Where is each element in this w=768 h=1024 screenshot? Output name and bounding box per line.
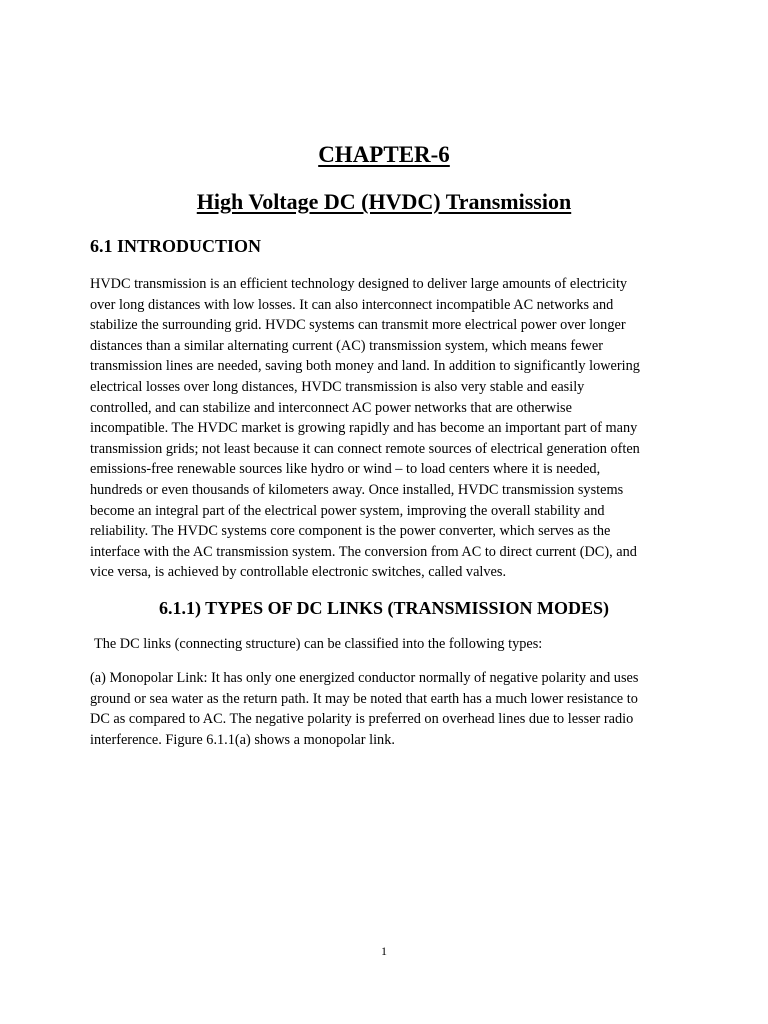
introduction-paragraph	[90, 274, 680, 583]
paragraph-line: HVDC transmission is an efficient technology designed to deliver large amounts of electricity	[90, 276, 628, 292]
paragraph-line: interference. Figure 6.1.1(a) shows a monopolar link.	[90, 731, 395, 748]
paragraph-line: vice versa, is achieved by controllable electronic switches, called valves.	[90, 564, 507, 581]
section-heading-introduction: 6.1 INTRODUCTION	[90, 236, 262, 256]
chapter-subtitle: High Voltage DC (HVDC) Transmission	[196, 189, 572, 214]
chapter-title: CHAPTER-6	[318, 142, 450, 167]
paragraph-line: DC as compared to AC. The negative polarity is preferred on overhead lines due to lesser radio	[90, 711, 634, 728]
paragraph-line: ground or sea water as the return path. It may be noted that earth has a much lower resistance to	[90, 690, 638, 707]
paragraph-line: controlled, and can stabilize and interconnect AC power networks that are otherwise	[90, 399, 572, 416]
paragraph-line: stabilize the surrounding grid. HVDC systems can transmit more electrical power over longer	[90, 317, 626, 334]
paragraph-line: interface with the AC transmission system. The conversion from AC to direct current (DC), and	[90, 543, 637, 560]
subsection-heading-dc-links: 6.1.1) TYPES OF DC LINKS (TRANSMISSION MODES)	[158, 598, 610, 618]
paragraph-line: transmission lines are needed, saving both money and land. In addition to significantly lowering	[90, 358, 640, 375]
paragraph-line: over long distances with low losses. It can also interconnect incompatible AC networks and	[90, 296, 614, 313]
monopolar-link-paragraph	[90, 668, 680, 750]
paragraph-line: reliability. The HVDC systems core component is the power converter, which serves as the	[90, 523, 611, 540]
paragraph-line: incompatible. The HVDC market is growing rapidly and has become an important part of many	[90, 420, 638, 437]
paragraph-line: distances than a similar alternating current (AC) transmission system, which means fewer	[90, 337, 603, 354]
paragraph-line: (a) Monopolar Link: It has only one energized conductor normally of negative polarity and uses	[90, 670, 639, 686]
page-number: 1	[381, 944, 387, 958]
paragraph-line: become an integral part of the electrical power system, improving the overall stability and	[90, 502, 605, 519]
paragraph-line: transmission grids; not least because it can connect remote sources of electrical generation often	[90, 440, 640, 457]
paragraph-line: hundreds or even thousands of kilometers away. Once installed, HVDC transmission systems	[90, 481, 624, 498]
dc-links-intro: The DC links (connecting structure) can be classified into the following types:	[94, 636, 543, 652]
paragraph-line: emissions-free renewable sources like hydro or wind – to load centers where it is needed,	[90, 461, 601, 478]
paragraph-line: electrical losses over long distances, HVDC transmission is also very stable and easily	[90, 378, 585, 395]
